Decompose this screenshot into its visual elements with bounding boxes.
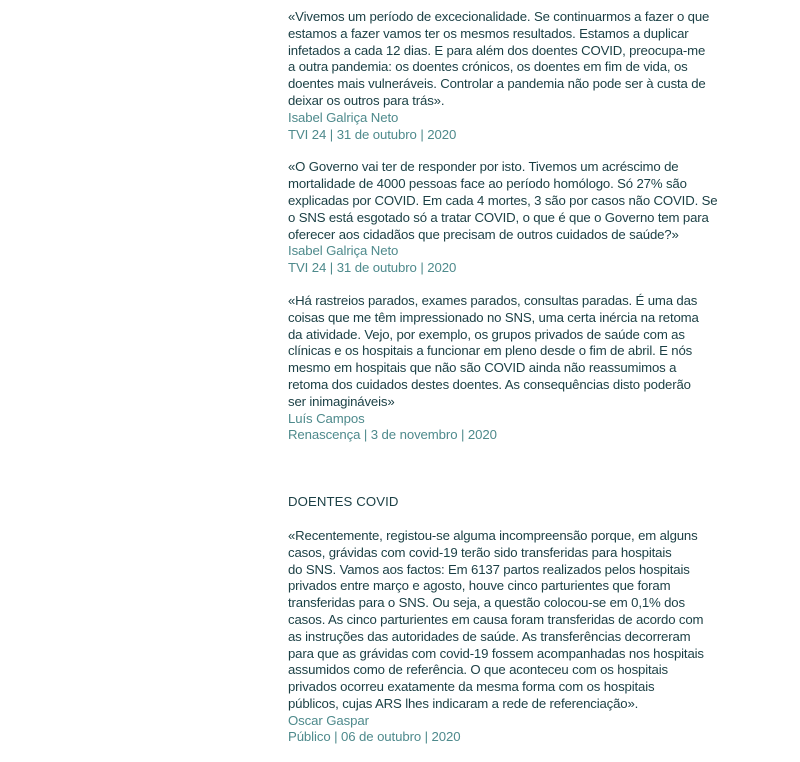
section-spacer [288,460,738,494]
quote-block [288,159,738,277]
quote-line: coisas que me têm impressionado no SNS, uma certa inércia na retoma [288,309,699,325]
quote-line: o SNS está esgotado só a tratar COVID, o que é que o Governo tem para [288,209,709,225]
quote-line: da atividade. Vejo, por exemplo, os grupos privados de saúde com as [288,326,685,342]
quote-line: casos. As cinco parturientes em causa foram transferidas de acordo com [288,611,704,627]
quote-block [288,9,738,143]
quote-author: Isabel Galriça Neto [288,243,399,259]
quote-source: Público | 06 de outubro | 2020 [288,729,461,745]
quote-line: «Há rastreios parados, exames parados, consultas paradas. É uma das [288,292,698,308]
quote-line: «O Governo vai ter de responder por isto. Tivemos um acréscimo de [288,159,679,175]
quote-line: clínicas e os hospitais a funcionar em pleno desde o fim de abril. E nós [288,343,693,359]
quote-line: públicos, cujas ARS lhes indicaram a rede de referenciação». [288,695,639,711]
article-column [288,9,738,762]
quote-line: «Vivemos um período de excecionalidade. Se continuarmos a fazer o que [288,9,710,24]
quote-text [288,9,738,110]
quote-line: doentes mais vulneráveis. Controlar a pandemia não pode ser à custa de [288,76,706,92]
quote-line: explicadas por COVID. Em cada 4 mortes, 3 são por casos não COVID. Se [288,192,718,208]
quote-line: oferecer aos cidadãos que precisam de outros cuidados de saúde?» [288,226,679,242]
quote-line: para que as grávidas com covid-19 fossem acompanhadas nos hospitais [288,645,704,661]
quote-line: infetados a cada 12 dias. E para além dos doentes COVID, preocupa-me [288,42,706,58]
quote-source: Renascença | 3 de novembro | 2020 [288,427,497,443]
quote-line: transferidas para o SNS. Ou seja, a questão colocou-se em 0,1% dos [288,595,685,611]
quote-line: retoma dos cuidados destes doentes. As consequências disto poderão [288,376,691,392]
quote-block [288,293,738,444]
quote-line: a outra pandemia: os doentes crónicos, os doentes em fim de vida, os [288,59,688,75]
quote-block [288,528,738,746]
quote-line: estamos a fazer vamos ter os mesmos resultados. Estamos a duplicar [288,25,689,41]
quote-line: privados ocorreu exatamente da mesma forma com os hospitais [288,679,655,695]
quote-line: mortalidade de 4000 pessoas face ao período homólogo. Só 27% são [288,176,687,192]
quote-line: mesmo em hospitais que não são COVID ainda não reassumimos a [288,360,677,376]
quote-source: TVI 24 | 31 de outubro | 2020 [288,126,457,142]
quote-line: ser inimagináveis» [288,393,395,409]
quote-text [288,293,738,411]
quote-line: casos, grávidas com covid-19 terão sido transferidas para hospitais [288,544,672,560]
quote-author: Isabel Galriça Neto [288,109,399,125]
quote-line: do SNS. Vamos aos factos: Em 6137 partos realizados pelos hospitais [288,561,690,577]
quote-line: assumidos como de referência. O que aconteceu com os hospitais [288,662,668,678]
section-title: DOENTES COVID [288,494,399,510]
quote-line: as instruções das autoridades de saúde. As transferências decorreram [288,628,691,644]
quote-author: Luís Campos [288,410,365,426]
quote-text [288,159,738,243]
quote-source: TVI 24 | 31 de outubro | 2020 [288,260,457,276]
quote-line: privados entre março e agosto, houve cinco parturientes que foram [288,578,671,594]
quote-author: Oscar Gaspar [288,712,369,728]
quote-line: «Recentemente, registou-se alguma incompreensão porque, em alguns [288,527,698,543]
quote-line: deixar os outros para trás». [288,92,445,108]
quote-text [288,528,738,713]
